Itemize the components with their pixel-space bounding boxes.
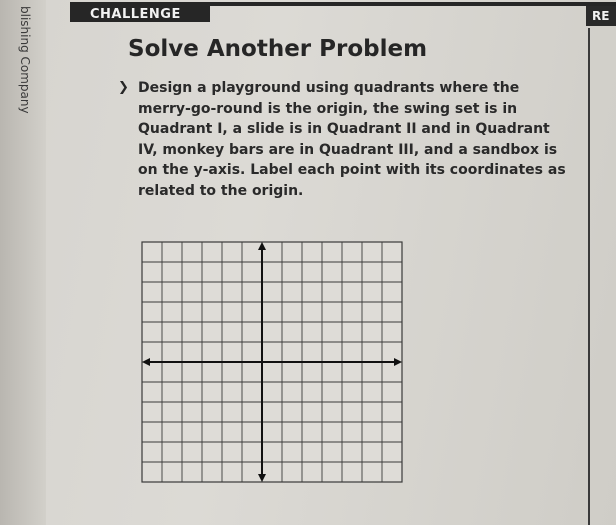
challenge-banner	[70, 2, 210, 22]
publisher-spine-text: blishing Company	[18, 6, 32, 114]
chevron-right-icon: ❯	[118, 80, 129, 95]
right-tab-label: RE	[592, 9, 610, 23]
right-section-tab	[586, 6, 616, 26]
section-title: Solve Another Problem	[128, 36, 428, 62]
page-spine	[0, 0, 46, 525]
coordinate-grid[interactable]	[138, 236, 412, 512]
header-rule	[210, 2, 616, 6]
problem-text: Design a playground using quadrants where the merry-go-round is the origin, the swing set is in Quadrant I, a slide is in Quadrant II and in Quadrant IV, monkey bars are in Quadrant III, and a sandbox is on the y-axis. Label each point with its coordinates as related to the origin.	[138, 80, 566, 199]
challenge-header	[70, 0, 616, 24]
coordinate-grid-svg[interactable]	[138, 236, 412, 508]
column-divider	[588, 28, 590, 525]
challenge-label: CHALLENGE	[90, 7, 181, 22]
